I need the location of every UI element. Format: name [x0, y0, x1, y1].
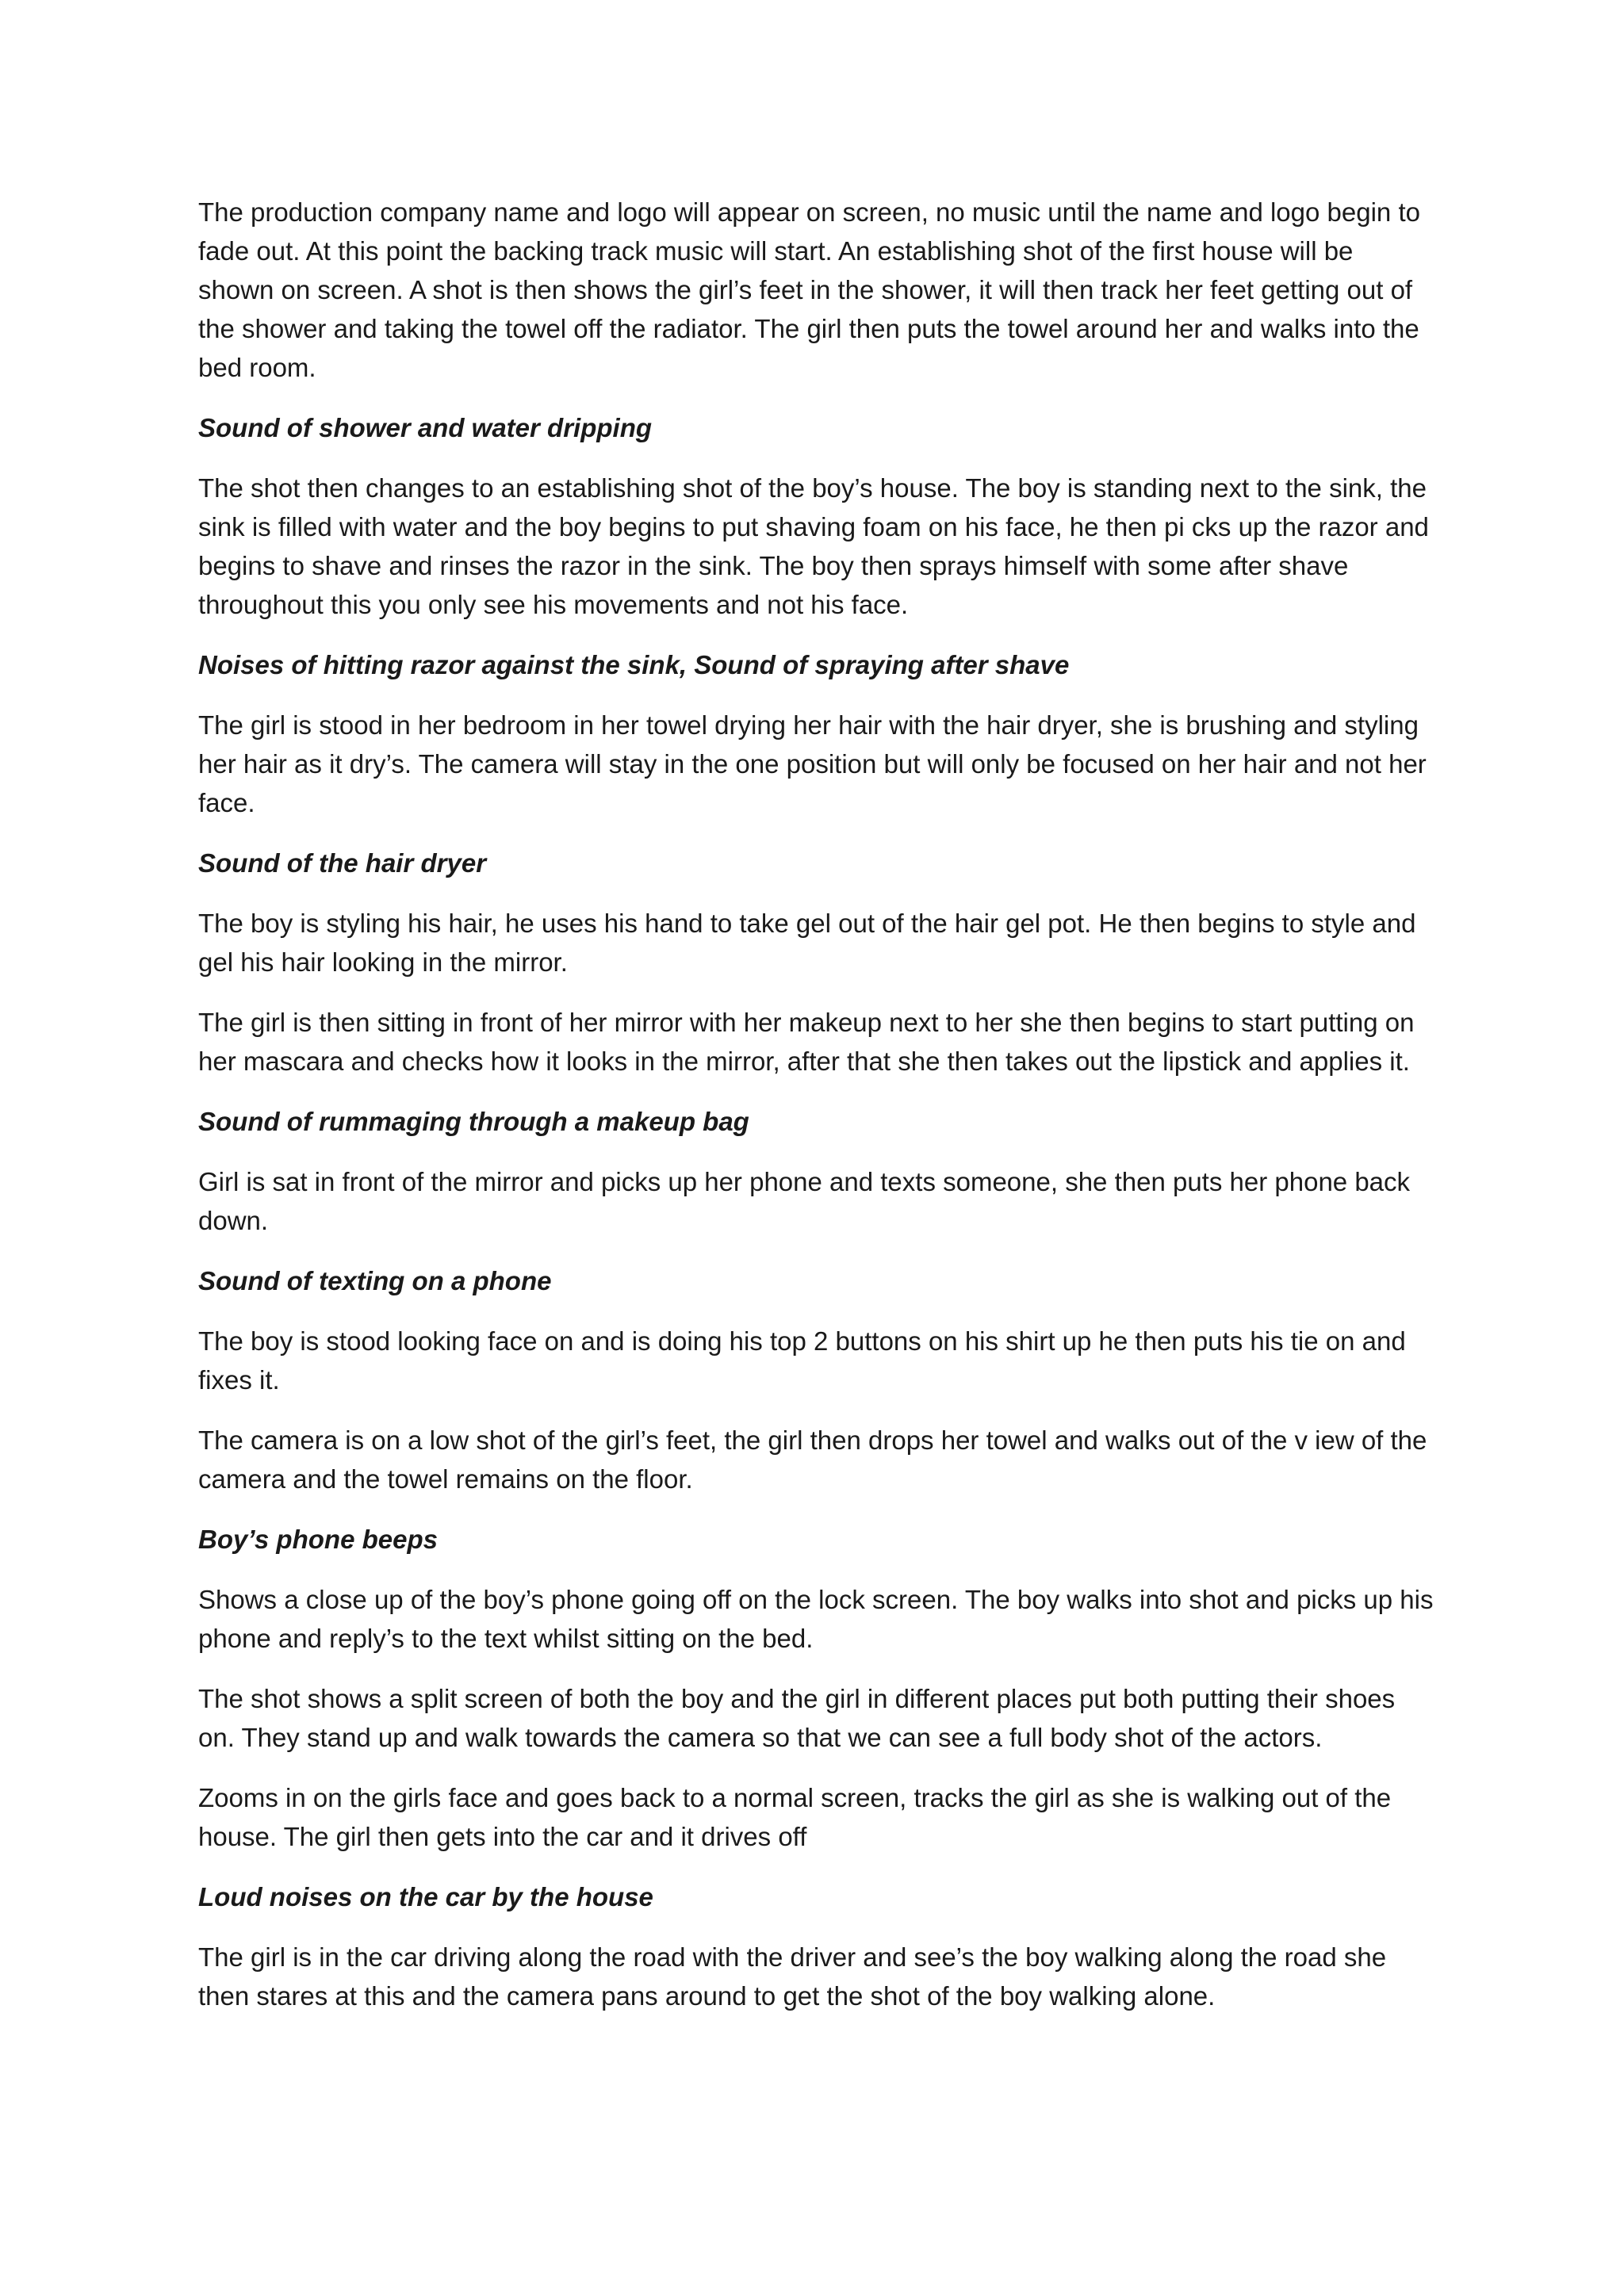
sound-cue-razor: Noises of hitting razor against the sink, Sound of spraying after shave [198, 650, 1070, 679]
paragraph-boy-hair: The boy is styling his hair, he uses his hand to take gel out of the hair gel pot. He then begins to style and gel his hair looking in the mirror. [198, 909, 1416, 977]
paragraph-boy-shaving: The shot then changes to an establishing shot of the boy’s house. The boy is standing next to the sink, the sink is filled with water and the boy begins to put shaving foam on his face, he then pi cks up the razor and begins to shave and rinses the razor in the sink. The boy then sprays himself with some after shave throughout this you only see his movements and not his face. [198, 473, 1429, 619]
paragraph-girl-leaves: Zooms in on the girls face and goes back to a normal screen, tracks the girl as she is walking out of the house. The girl then gets into the car and it drives off [198, 1783, 1392, 1851]
paragraph-girl-towel: The camera is on a low shot of the girl’s feet, the girl then drops her towel and walks out of the v iew of the camera and the towel remains on the floor. [198, 1425, 1427, 1494]
sound-cue-hair-dryer: Sound of the hair dryer [198, 848, 487, 878]
paragraph-split-screen: The shot shows a split screen of both the boy and the girl in different places put both putting their shoes on. They stand up and walk towards the camera so that we can see a full body shot of the actors. [198, 1684, 1396, 1752]
paragraph-girl-phone: Girl is sat in front of the mirror and picks up her phone and texts someone, she then puts her phone back down. [198, 1167, 1411, 1235]
paragraph-boy-phone: Shows a close up of the boy’s phone going off on the lock screen. The boy walks into shot and picks up his phone and reply’s to the text whilst sitting on the bed. [198, 1585, 1434, 1653]
document-body [198, 193, 1435, 2037]
paragraph-opening: The production company name and logo will appear on screen, no music until the name and logo begin to fade out. At this point the backing track music will start. An establishing shot of the first house will be shown on screen. A shot is then shows the girl’s feet in the shower, it will then track her feet getting out of the shower and taking the towel off the radiator. The girl then puts the towel around her and walks into the bed room. [198, 197, 1420, 382]
paragraph-car-drive: The girl is in the car driving along the road with the driver and see’s the boy walking along the road she then stares at this and the camera pans around to get the shot of the boy walking alone. [198, 1942, 1387, 2011]
sound-cue-phone-beep: Boy’s phone beeps [198, 1525, 438, 1554]
sound-cue-texting: Sound of texting on a phone [198, 1266, 552, 1295]
paragraph-girl-makeup: The girl is then sitting in front of her mirror with her makeup next to her she then begins to start putting on her mascara and checks how it looks in the mirror, after that she then takes out the lipstick and applies it. [198, 1008, 1415, 1076]
paragraph-girl-hair: The girl is stood in her bedroom in her towel drying her hair with the hair dryer, she is brushing and styling her hair as it dry’s. The camera will stay in the one position but will only be focused on her hair and not her face. [198, 710, 1427, 817]
sound-cue-shower: Sound of shower and water dripping [198, 413, 653, 442]
paragraph-boy-shirt: The boy is stood looking face on and is doing his top 2 buttons on his shirt up he then puts his tie on and fixes it. [198, 1326, 1406, 1395]
sound-cue-makeup-bag: Sound of rummaging through a makeup bag [198, 1107, 749, 1136]
sound-cue-car: Loud noises on the car by the house [198, 1882, 653, 1911]
